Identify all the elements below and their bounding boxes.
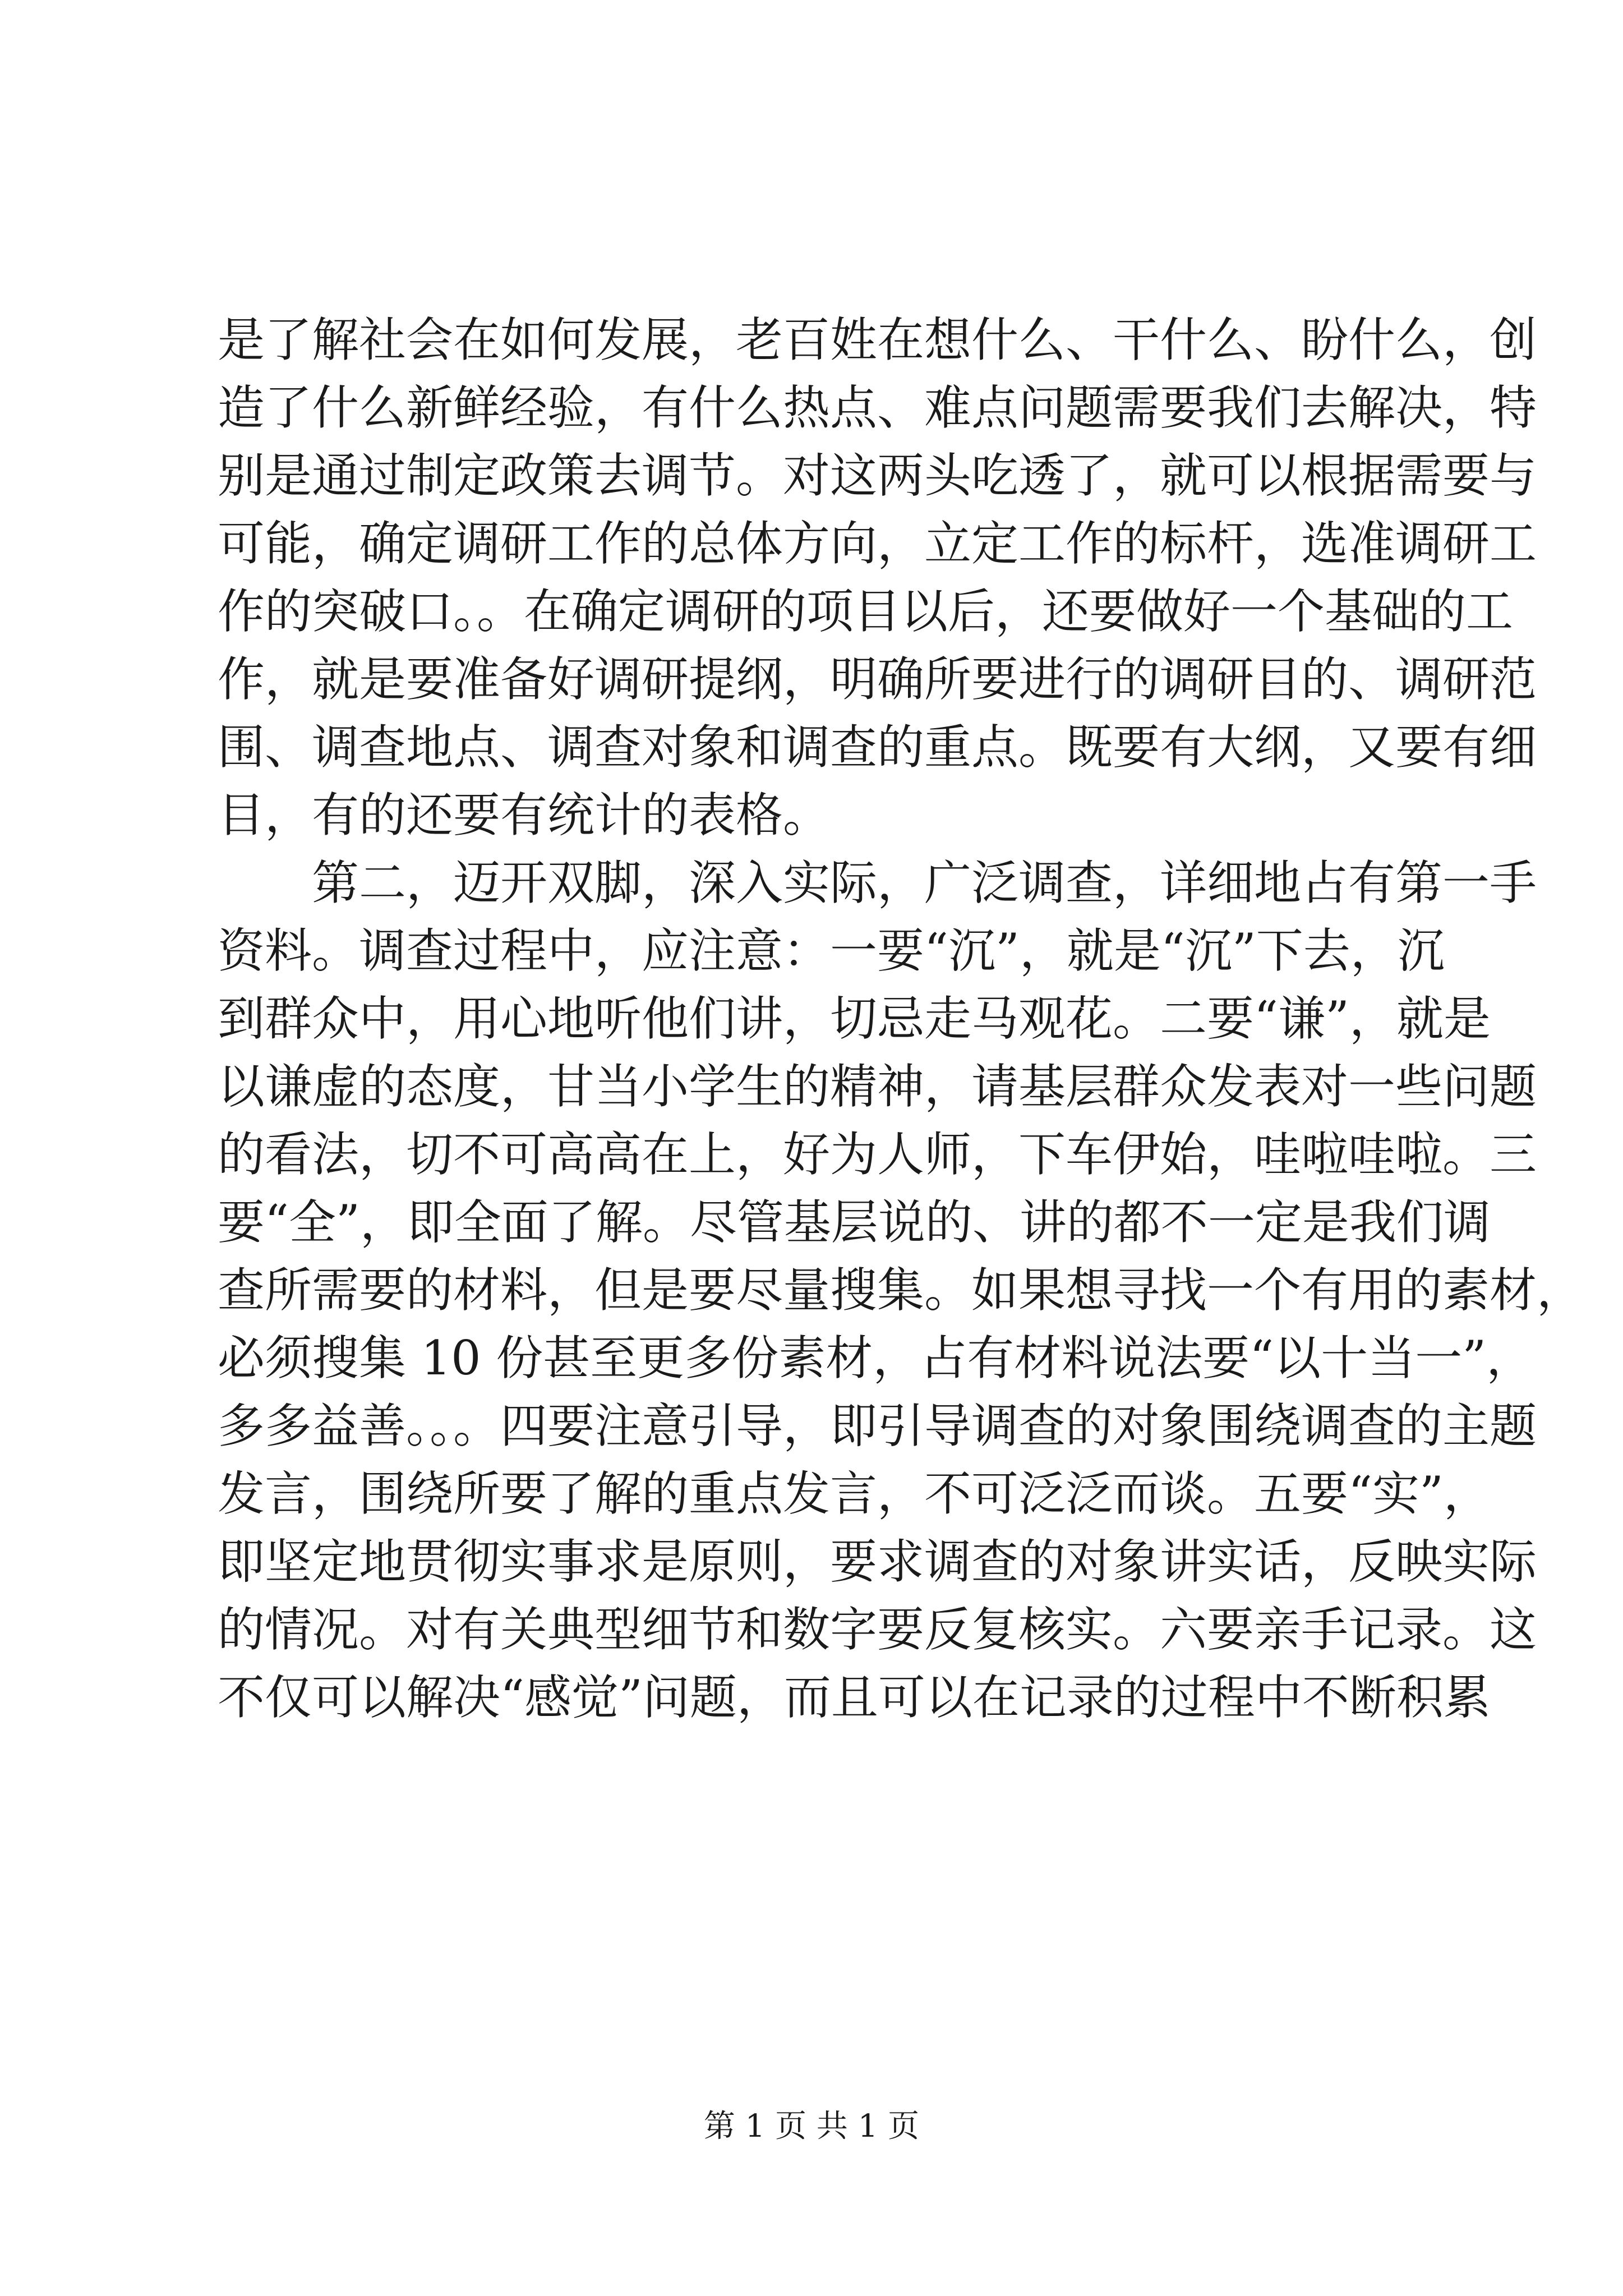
text-line: 必须搜集 10 份甚至更多份素材，占有材料说法要“以十当一”， <box>218 1331 1534 1386</box>
text-line: 以谦虚的态度，甘当小学生的精神，请基层群众发表对一些问题 <box>218 1059 1537 1114</box>
text-line: 造了什么新鲜经验，有什么热点、难点问题需要我们去解决，特 <box>218 380 1537 435</box>
text-line: 的情况。对有关典型细节和数字要反复核实。六要亲手记录。这 <box>218 1602 1537 1657</box>
document-body <box>218 306 1584 1732</box>
text-line: 发言，围绕所要了解的重点发言，不可泛泛而谈。五要“实”， <box>218 1466 1491 1521</box>
text-line: 是了解社会在如何发展，老百姓在想什么、干什么、盼什么，创 <box>218 312 1537 367</box>
text-line: 目，有的还要有统计的表格。 <box>218 788 831 843</box>
text-line: 多多益善。。。四要注意引导，即引导调查的对象围绕调查的主题 <box>218 1398 1537 1453</box>
text-line: 第二，迈开双脚，深入实际，广泛调查，详细地占有第一手 <box>312 855 1537 910</box>
text-line: 资料。调查过程中，应注意：一要“沉”，就是“沉”下去，沉 <box>218 923 1445 978</box>
text-line: 要“全”，即全面了解。尽管基层说的、讲的都不一定是我们调 <box>218 1195 1491 1250</box>
text-line: 查所需要的材料，但是要尽量搜集。如果想寻找一个有用的素材， <box>218 1263 1584 1318</box>
text-line: 即坚定地贯彻实事求是原则，要求调查的对象讲实话，反映实际 <box>218 1534 1537 1589</box>
text-line: 可能，确定调研工作的总体方向，立定工作的标杆，选准调研工 <box>218 516 1537 571</box>
text-line: 作的突破口。。在确定调研的项目以后，还要做好一个基础的工 <box>218 584 1514 639</box>
text-line: 别是通过制定政策去调节。对这两头吃透了，就可以根据需要与 <box>218 448 1537 503</box>
paragraph-1 <box>218 306 1537 849</box>
text-line: 围、调查地点、调查对象和调查的重点。既要有大纲，又要有细 <box>218 720 1537 775</box>
text-line: 作，就是要准备好调研提纲，明确所要进行的调研目的、调研范 <box>218 652 1537 707</box>
paragraph-2 <box>218 849 1584 1732</box>
text-line: 不仅可以解决“感觉”问题，而且可以在记录的过程中不断积累 <box>218 1670 1491 1725</box>
text-line: 到群众中，用心地听他们讲，切忌走马观花。二要“谦”，就是 <box>218 991 1491 1046</box>
page-number-footer: 第 1 页 共 1 页 <box>703 2108 920 2145</box>
text-line: 的看法，切不可高高在上，好为人师，下车伊始，哇啦哇啦。三 <box>218 1127 1537 1182</box>
